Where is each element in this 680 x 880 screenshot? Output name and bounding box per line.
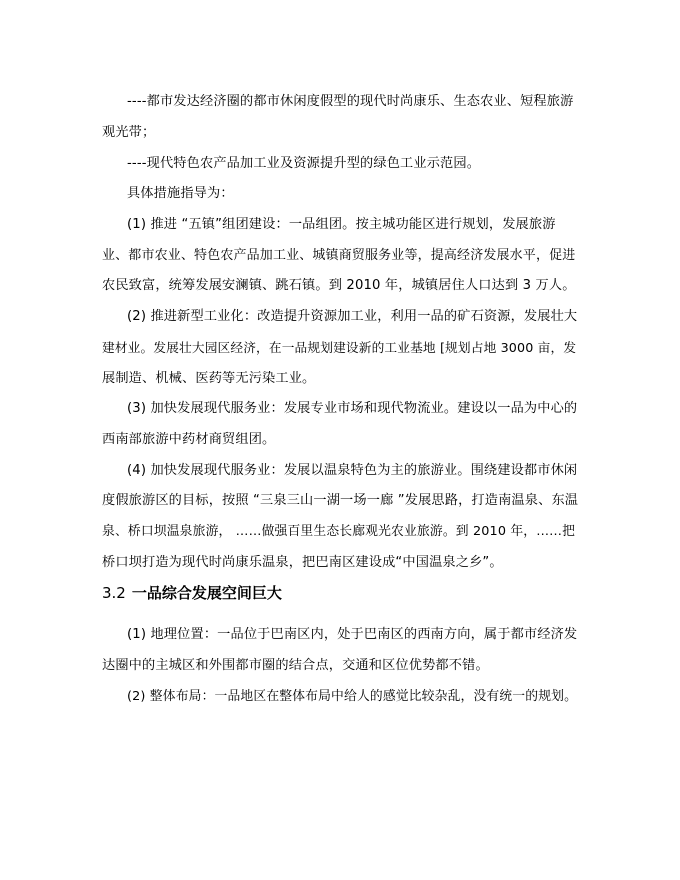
section-number: 3.2 [102, 584, 126, 602]
text-line-17: (1) 地理位置：一品位于巴南区内，处于巴南区的西南方向，属于都市经济发 [127, 627, 578, 642]
text-line-3: ----现代特色农产品加工业及资源提升型的绿色工业示范园。 [127, 156, 481, 171]
text-line-9: 建材业。发展壮大园区经济，在一品规划建设新的工业基地 [规划占地 3000 亩，发 [102, 340, 577, 355]
text-line-8: (2) 推进新型工业化：改造提升资源加工业，利用一品的矿石资源，发展壮大 [127, 309, 578, 324]
text-line-2: 观光带； [102, 125, 156, 140]
text-line-14: 度假旅游区的目标，按照 “三泉三山一湖一场一廊 ”发展思路，打造南温泉、东温 [102, 493, 579, 508]
text-line-4: 具体措施指导为： [127, 186, 234, 201]
section-title: 一品综合发展空间巨大 [131, 584, 282, 602]
text-line-18: 达圈中的主城区和外围都市圈的结合点，交通和区位优势都不错。 [102, 658, 489, 673]
text-line-11: (3) 加快发展现代服务业：发展专业市场和现代物流业。建设以一品为中心的 [127, 401, 578, 416]
text-line-19: (2) 整体布局：一品地区在整体布局中给人的感觉比较杂乱，没有统一的规划。 [127, 689, 578, 704]
text-line-12: 西南部旅游中药材商贸组团。 [102, 432, 276, 447]
text-line-16: 桥口坝打造为现代时尚康乐温泉，把巴南区建设成“中国温泉之乡”。 [102, 555, 503, 570]
text-line-7: 农民致富，统筹发展安澜镇、跳石镇。到 2010 年，城镇居住人口达到 3 万人。 [102, 278, 576, 293]
text-line-13: (4) 加快发展现代服务业：发展以温泉特色为主的旅游业。围绕建设都市休闲 [127, 463, 578, 478]
text-line-10: 展制造、机械、医药等无污染工业。 [102, 371, 316, 386]
text-line-5: (1) 推进 “五镇”组团建设：一品组团。按主城功能区进行规划，发展旅游 [127, 217, 556, 232]
text-line-15: 泉、桥口坝温泉旅游， ……做强百里生态长廊观光农业旅游。到 2010 年，……把 [102, 524, 576, 539]
text-line-1: ----都市发达经济圈的都市休闲度假型的现代时尚康乐、生态农业、短程旅游 [127, 94, 574, 109]
section-heading [102, 582, 282, 604]
text-line-6: 业、都市农业、特色农产品加工业、城镇商贸服务业等，提高经济发展水平，促进 [102, 248, 576, 263]
